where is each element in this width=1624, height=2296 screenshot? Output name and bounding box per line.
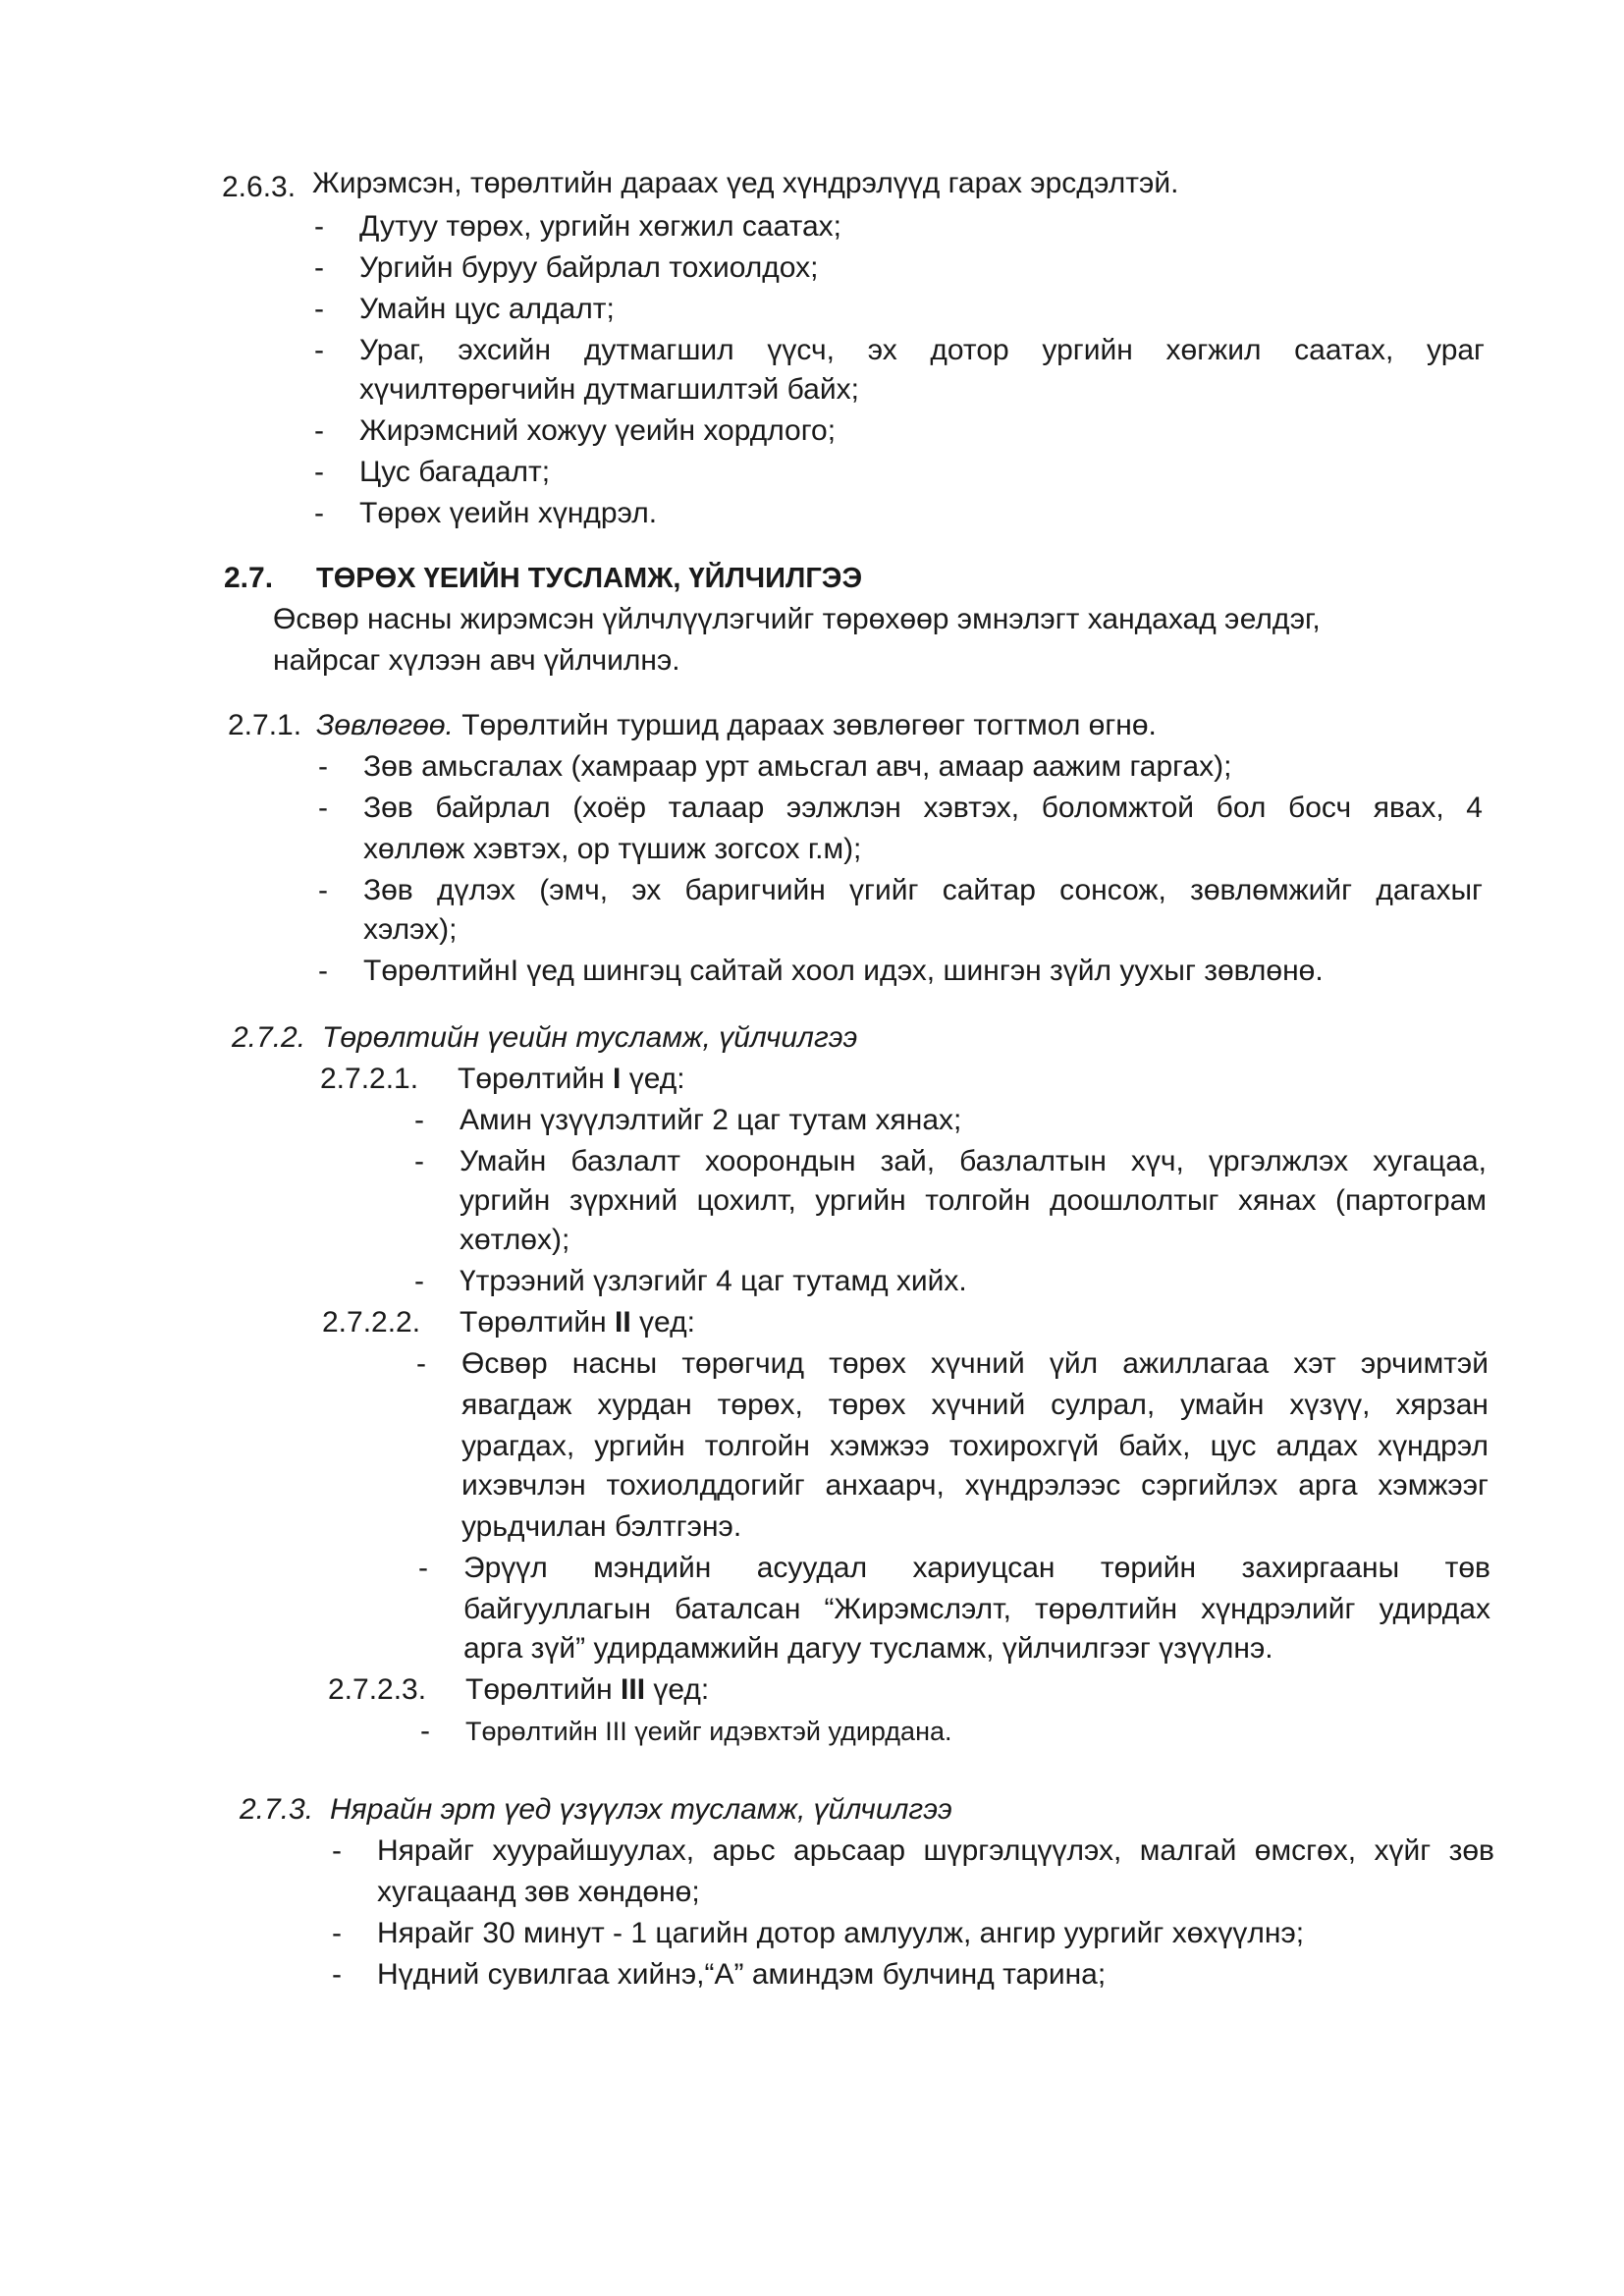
list-item-continuation: хэлэх); <box>363 913 458 946</box>
bullet-dash: - <box>318 874 328 906</box>
section-number: 2.7. <box>224 562 274 594</box>
paragraph-line: Өсвөр насны жирэмсэн үйлчлүүлэгчийг төрөхөөр эмнэлэгт хандахад эелдэг, <box>273 603 1321 635</box>
list-item: Цус багадалт; <box>359 456 551 488</box>
heading-text: Төрөлтийн <box>460 1306 616 1339</box>
section-heading: Нярайн эрт үед үзүүлэх тусламж, үйлчилгээ <box>330 1793 952 1826</box>
heading-text: Төрөлтийн <box>458 1063 614 1095</box>
list-item: Зөв амьсгалах (хамраар урт амьсгал авч, амаар аажим гаргах); <box>363 750 1232 783</box>
list-item: ТөрөлтийнI үед шингэц сайтай хоол идэх, шингэн зүйл уухыг зөвлөнө. <box>363 955 1324 987</box>
list-item: Нярайг 30 минут - 1 цагийн дотор амлуулж, ангир уургийг хөхүүлнэ; <box>377 1917 1305 1949</box>
list-item-continuation: хөтлөх); <box>460 1224 570 1256</box>
bullet-dash: - <box>314 293 324 325</box>
list-item-continuation: хөллөж хэвтэх, ор түшиж зогсох г.м); <box>363 833 862 865</box>
bullet-dash: - <box>414 1265 424 1297</box>
bullet-dash: - <box>314 497 324 529</box>
heading-text: Төрөлтийн <box>465 1673 622 1706</box>
subsection-heading <box>460 1305 695 1340</box>
paragraph-line: найрсаг хүлээн авч үйлчилнэ. <box>273 644 680 677</box>
list-item: Үтрээний үзлэгийг 4 цаг тутамд хийх. <box>460 1265 967 1297</box>
bullet-dash: - <box>318 955 328 987</box>
heading-italic-part: Зөвлөгөө. <box>316 709 454 741</box>
list-item: Дутуу төрөх, ургийн хөгжил саатах; <box>359 210 841 243</box>
section-heading: Төрөлтийн үеийн тусламж, үйлчилгээ <box>322 1021 858 1054</box>
bullet-dash: - <box>420 1715 430 1747</box>
section-number: 2.6.3. <box>222 171 297 203</box>
list-item: Умайн базлалт хоорондын зай, базлалтын хүч, үргэлжлэх хугацаа, <box>460 1145 1487 1177</box>
subsection-heading <box>458 1062 685 1097</box>
roman-numeral: I <box>613 1063 622 1095</box>
bullet-dash: - <box>314 210 324 243</box>
list-item-continuation: урьдчилан бэлтгэнэ. <box>461 1510 742 1543</box>
list-item: Амин үзүүлэлтийг 2 цаг тутам хянах; <box>460 1104 962 1136</box>
section-heading: Жирэмсэн, төрөлтийн дараах үед хүндрэлүүд гарах эрсдэлтэй. <box>312 167 1179 199</box>
bullet-dash: - <box>414 1145 424 1177</box>
list-item: Өсвөр насны төрөгчид төрөх хүчний үйл ажиллагаа хэт эрчимтэй <box>461 1347 1489 1380</box>
list-item-continuation: явагдаж хурдан төрөх, төрөх хүчний сулрал, умайн хүзүү, хярзан <box>461 1389 1489 1421</box>
list-item-continuation: арга зүй” удирдамжийн дагуу тусламж, үйлчилгээг үзүүлнэ. <box>463 1632 1273 1665</box>
section-number: 2.7.3. <box>240 1793 314 1826</box>
subsection-heading <box>465 1672 709 1708</box>
heading-rest: Төрөлтийн туршид дараах зөвлөгөөг тогтмол өгнө. <box>461 709 1157 741</box>
list-item: Ургийн буруу байрлал тохиолдох; <box>359 251 819 284</box>
bullet-dash: - <box>332 1917 342 1949</box>
bullet-dash: - <box>314 251 324 284</box>
bullet-dash: - <box>416 1347 426 1380</box>
list-item: Умайн цус алдалт; <box>359 293 615 325</box>
list-item: Төрөлтийн III үеийг идэвхтэй удирдана. <box>465 1717 952 1746</box>
list-item: Нярайг хуурайшуулах, арьс арьсаар шүргэлцүүлэх, малгай өмсгөх, хүйг зөв <box>377 1834 1494 1867</box>
list-item-continuation: урагдах, ургийн толгойн хэмжээ тохирохгүй байх, цус алдах хүндрэл <box>461 1430 1489 1462</box>
heading-text: үед: <box>621 1063 685 1095</box>
bullet-dash: - <box>318 750 328 783</box>
list-item-continuation: ургийн зүрхний цохилт, ургийн толгойн доошлолтыг хянах (партограм <box>460 1184 1487 1217</box>
subsection-number: 2.7.2.2. <box>322 1306 421 1339</box>
list-item-continuation: хүчилтөрөгчийн дутмагшилтэй байх; <box>359 373 859 406</box>
heading-text: үед: <box>645 1673 710 1706</box>
list-item: Зөв дүлэх (эмч, эх баригчийн үгийг сайтар сонсож, зөвлөмжийг дагахыг <box>363 874 1483 906</box>
section-number: 2.7.1. <box>228 709 302 741</box>
list-item-continuation: ихэвчлэн тохиолддогийг анхаарч, хүндрэлээс сэргийлэх арга хэмжээг <box>461 1469 1489 1502</box>
roman-numeral: II <box>615 1306 631 1339</box>
bullet-dash: - <box>418 1552 428 1584</box>
roman-numeral: III <box>621 1673 646 1706</box>
list-item: Жирэмсний хожуу үеийн хордлого; <box>359 414 837 447</box>
list-item-continuation: хугацаанд зөв хөндөнө; <box>377 1876 700 1908</box>
list-item: Зөв байрлал (хоёр талаар ээлжлэн хэвтэх, боломжтой бол босч явах, 4 <box>363 792 1483 824</box>
section-number: 2.7.2. <box>232 1021 306 1054</box>
list-item-continuation: байгууллагын баталсан “Жирэмслэлт, төрөлтийн хүндрэлийг удирдах <box>463 1593 1490 1625</box>
section-title: ТӨРӨХ ҮЕИЙН ТУСЛАМЖ, ҮЙЛЧИЛГЭЭ <box>316 563 863 594</box>
bullet-dash: - <box>332 1958 342 1991</box>
bullet-dash: - <box>314 414 324 447</box>
bullet-dash: - <box>332 1834 342 1867</box>
heading-text: үед: <box>630 1306 695 1339</box>
list-item: Эрүүл мэндийн асуудал хариуцсан төрийн захиргааны төв <box>463 1552 1490 1584</box>
list-item: Нүдний сувилгаа хийнэ,“А” аминдэм булчинд тарина; <box>377 1958 1107 1991</box>
bullet-dash: - <box>318 792 328 824</box>
bullet-dash: - <box>314 456 324 488</box>
bullet-dash: - <box>414 1104 424 1136</box>
section-heading <box>316 708 1157 743</box>
subsection-number: 2.7.2.1. <box>320 1063 419 1095</box>
list-item: Ураг, эхсийн дутмагшил үүсч, эх дотор ургийн хөгжил саатах, ураг <box>359 334 1485 366</box>
subsection-number: 2.7.2.3. <box>328 1673 427 1706</box>
bullet-dash: - <box>314 334 324 366</box>
list-item: Төрөх үеийн хүндрэл. <box>359 497 658 529</box>
